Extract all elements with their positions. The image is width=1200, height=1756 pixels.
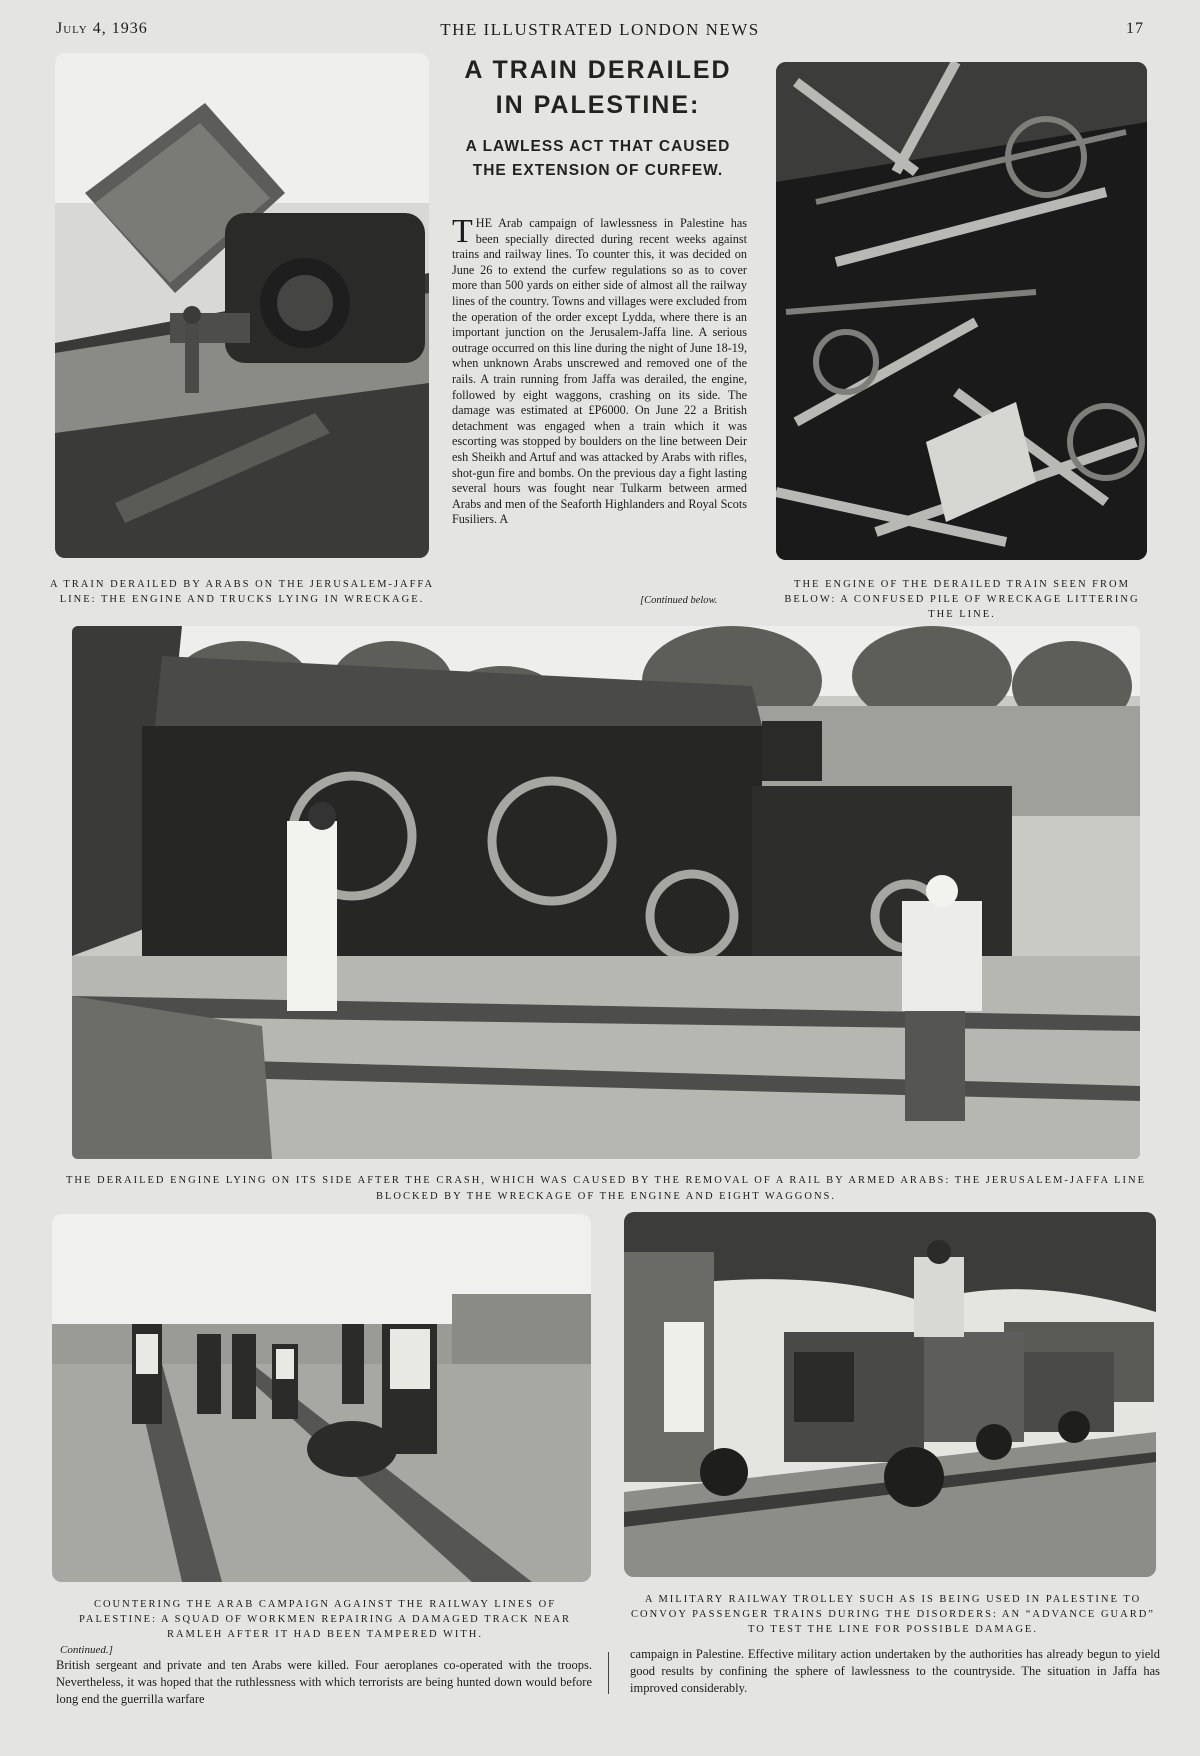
article-body xyxy=(452,213,747,596)
photo-workmen-repairing-track xyxy=(52,1214,591,1582)
caption-top-right: THE ENGINE OF THE DERAILED TRAIN SEEN FROM BELOW: A CONFUSED PILE OF WRECKAGE LITTERING THE LINE. xyxy=(784,579,1140,620)
issue-date: July 4, 1936 xyxy=(56,20,148,37)
article-title-line2: IN PALESTINE: xyxy=(495,91,701,119)
photo-military-railway-trolley xyxy=(624,1212,1156,1577)
publication-name: THE ILLUSTRATED LONDON NEWS xyxy=(440,20,760,39)
dropcap: T xyxy=(452,213,473,250)
continuation-left: British sergeant and private and ten Arabs were killed. Four aeroplanes co-operated with the troops. Nevertheless, it was hoped that the ruthlessness with which terrorists are being hunted down would before long end the guerrilla warfare xyxy=(56,1658,592,1706)
photo-derailed-train xyxy=(55,53,429,558)
article-body-text: HE Arab campaign of lawlessness in Palestine has been specially directed during recent weeks against trains and railway lines. To counter this, it was decided on June 26 to extend the curfew regulations so as to cover more than 500 yards on either side of almost all the railway lines of the country. Towns and villages were excluded from the operation of the order except Lydda, where there is an important junction on the Jerusalem-Jaffa line. A serious outrage occurred on this line during the night of June 18-19, when unknown Arabs unscrewed and removed one of the rails. A train running from Jaffa was derailed, the engine, followed by eight waggons, crashing on its side. The damage was estimated at £P6000. On June 22 a British detachment was engaged when a train which it was escorting was stopped by boulders on the line between Deir esh Sheikh and Artuf and was attacked by Arabs with rifles, shot-gun fire and bombs. On the previous day a fight lasting several hours was fought near Tulkarm between armed Arabs and men of the Seaforth Highlanders and Royal Scots Fusiliers. A xyxy=(452,216,747,527)
page-number: 17 xyxy=(1126,20,1144,37)
column-divider xyxy=(608,1652,609,1694)
continued-label: Continued.] xyxy=(60,1644,113,1656)
photo-engine-from-below xyxy=(776,62,1147,560)
caption-bottom-left: COUNTERING THE ARAB CAMPAIGN AGAINST THE RAILWAY LINES OF PALESTINE: A SQUAD OF WORKMEN REPAIRING A DAMAGED TRACK NEAR RAMLEH AFTER IT HAD BEEN TAMPERED WITH. xyxy=(79,1599,571,1640)
continued-below-note: [Continued below. xyxy=(640,595,718,606)
continuation-right: campaign in Palestine. Effective military action undertaken by the authorities has already begun to yield good results by confining the sphere of lawlessness to the countryside. The situation in Jaffa has improved considerably. xyxy=(630,1647,1160,1695)
article-title-line1: A TRAIN DERAILED xyxy=(464,56,732,84)
photo-derailed-engine-on-side xyxy=(72,626,1140,1159)
article-subtitle-line1: A LAWLESS ACT THAT CAUSED xyxy=(465,138,731,155)
caption-middle: THE DERAILED ENGINE LYING ON ITS SIDE AFTER THE CRASH, WHICH WAS CAUSED BY THE REMOVAL OF A RAIL BY ARMED ARABS: THE JERUSALEM-JAFFA LINE BLOCKED BY THE WRECKAGE OF THE ENGINE AND EIGHT WAGGONS. xyxy=(65,1175,1147,1202)
caption-top-left: A TRAIN DERAILED BY ARABS ON THE JERUSALEM-JAFFA LINE: THE ENGINE AND TRUCKS LYING IN WRECKAGE. xyxy=(49,579,435,605)
article-subtitle-line2: THE EXTENSION OF CURFEW. xyxy=(472,162,724,179)
caption-bottom-right: A MILITARY RAILWAY TROLLEY SUCH AS IS BEING USED IN PALESTINE TO CONVOY PASSENGER TRAINS DURING THE DISORDERS: AN “ADVANCE GUARD” TO TEST THE LINE FOR POSSIBLE DAMAGE. xyxy=(631,1594,1155,1635)
